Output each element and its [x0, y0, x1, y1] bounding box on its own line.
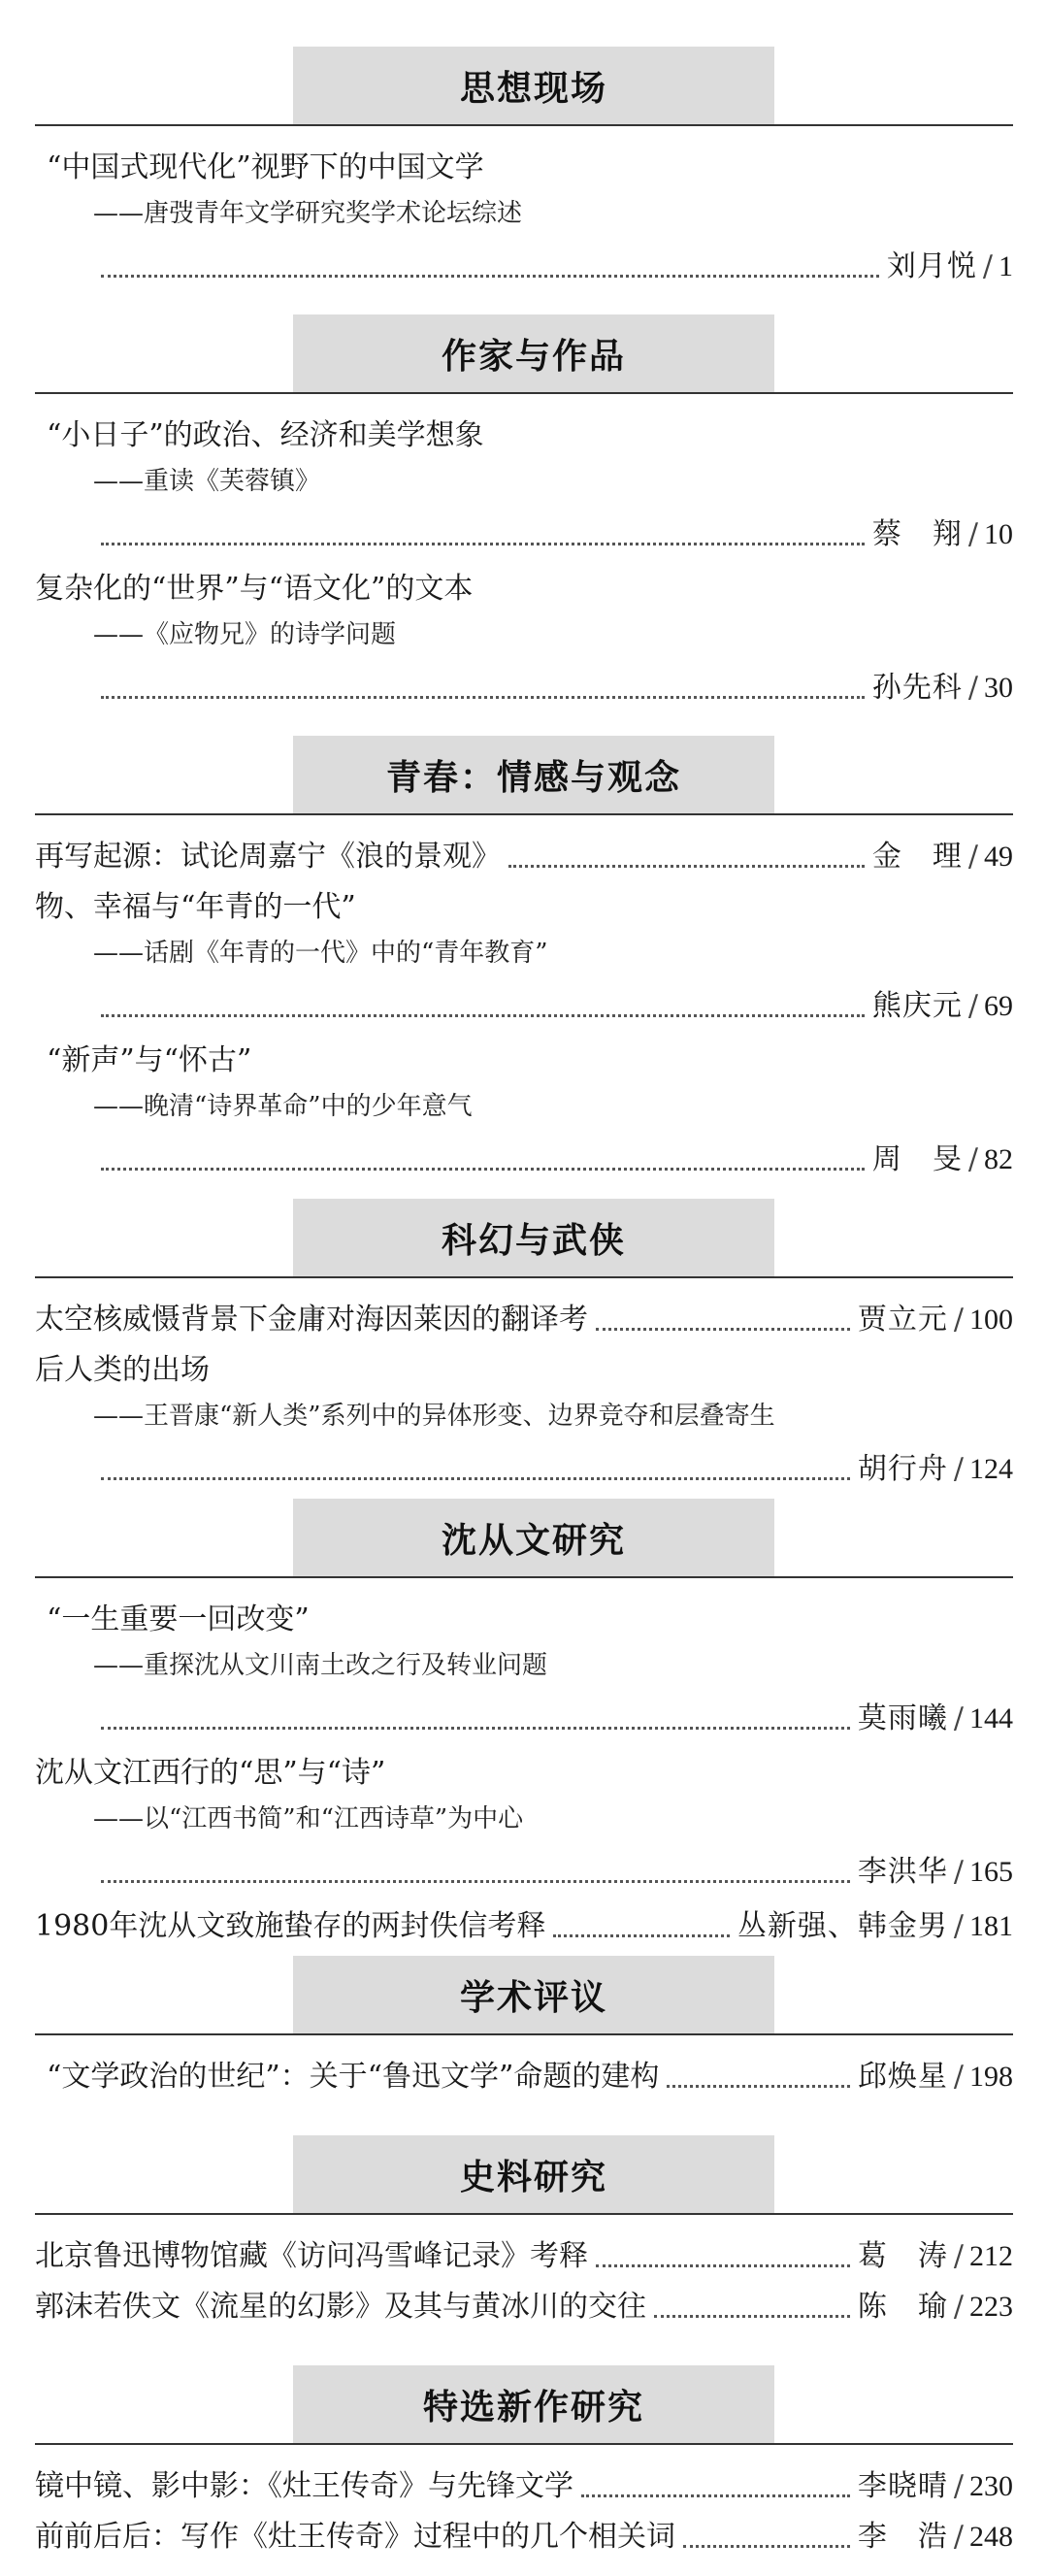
entry-author: 熊庆元 — [871, 989, 963, 1023]
section-divider — [35, 2033, 1013, 2035]
entry-author: 李洪华 — [857, 1855, 948, 1889]
entry-title[interactable]: 郭沫若佚文《流星的幻影》及其与黄冰川的交往 — [35, 2290, 646, 2324]
section-divider — [35, 1576, 1013, 1578]
section-divider — [35, 813, 1013, 815]
entry-subtitle: ——重探沈从文川南土改之行及转业问题 — [93, 1651, 548, 1680]
slash-separator: / — [967, 1142, 978, 1176]
entry-page-number: 1 — [999, 250, 1013, 282]
slash-separator: / — [953, 2060, 964, 2094]
dot-leader — [596, 1327, 850, 1331]
entry-subtitle: ——唐弢青年文学研究奖学术论坛综述 — [93, 199, 523, 228]
entry-author: 贾立元 — [857, 1303, 948, 1337]
dot-leader — [101, 695, 865, 699]
section-heading: 学术评议 — [293, 1956, 774, 2033]
dot-leader — [101, 1013, 865, 1017]
entry-title[interactable]: 北京鲁迅博物馆藏《访问冯雪峰记录》考释 — [35, 2239, 588, 2273]
dot-leader — [101, 542, 865, 545]
entry-subtitle: ——王晋康“新人类”系列中的异体形变、边界竞夺和层叠寄生 — [93, 1402, 775, 1431]
entry-author: 李晓晴 — [857, 2469, 948, 2503]
dot-leader — [581, 2493, 850, 2497]
entry-page-number: 230 — [969, 2470, 1013, 2502]
entry-title-line[interactable] — [47, 1039, 1025, 1083]
dot-leader — [654, 2314, 850, 2318]
dot-leader — [596, 2263, 850, 2267]
entry-page-number: 212 — [969, 2240, 1013, 2272]
slash-separator: / — [953, 1855, 964, 1889]
entry-page-number: 165 — [969, 1856, 1013, 1888]
entry-author: 刘月悦 — [886, 249, 977, 283]
section-divider — [35, 2213, 1013, 2215]
entry-subtitle: ——以“江西书简”和“江西诗草”为中心 — [93, 1804, 524, 1833]
entry-author: 胡行舟 — [857, 1452, 948, 1486]
entry-page-number: 198 — [969, 2061, 1013, 2093]
entry-page-number: 223 — [969, 2291, 1013, 2323]
entry-line[interactable] — [35, 2464, 1013, 2509]
entry-title-line[interactable] — [35, 567, 1013, 611]
slash-separator: / — [953, 1452, 964, 1486]
entry-subtitle: ——《应物兄》的诗学问题 — [93, 620, 397, 649]
entry-title[interactable]: 1980年沈从文致施蛰存的两封佚信考释 — [35, 1909, 546, 1943]
entry-line[interactable] — [35, 2234, 1013, 2279]
section-heading: 沈从文研究 — [293, 1499, 774, 1576]
entry-title-line[interactable] — [35, 1348, 1013, 1393]
slash-separator: / — [953, 1909, 964, 1943]
entry-author: 李 浩 — [857, 2520, 948, 2554]
entry-page-number: 30 — [984, 672, 1013, 704]
entry-line[interactable] — [35, 2285, 1013, 2329]
dot-leader — [101, 1476, 850, 1480]
section-heading: 思想现场 — [293, 47, 774, 124]
slash-separator: / — [953, 1303, 964, 1337]
entry-author: 孙先科 — [871, 671, 963, 705]
entry-author: 周 旻 — [871, 1142, 963, 1176]
dot-leader — [101, 1167, 865, 1171]
dot-leader — [101, 1726, 850, 1730]
entry-leader-line — [93, 1697, 1013, 1741]
slash-separator: / — [953, 2239, 964, 2273]
slash-separator: / — [953, 1701, 964, 1735]
entry-title[interactable]: “文学政治的世纪”：关于“鲁迅文学”命题的建构 — [47, 2060, 660, 2094]
section-heading: 史料研究 — [293, 2135, 774, 2213]
entry-title[interactable]: 复杂化的“世界”与“语文化”的文本 — [35, 572, 474, 606]
entry-author: 陈 瑜 — [857, 2290, 948, 2324]
entry-author: 金 理 — [871, 840, 963, 874]
entry-line[interactable] — [35, 1298, 1013, 1342]
entry-page-number: 100 — [969, 1304, 1013, 1336]
section-heading: 科幻与武侠 — [293, 1199, 774, 1276]
slash-separator: / — [953, 2290, 964, 2324]
dot-leader — [553, 1933, 730, 1937]
dot-leader — [683, 2544, 850, 2548]
entry-page-number: 181 — [969, 1910, 1013, 1942]
entry-author: 莫雨曦 — [857, 1701, 948, 1735]
dot-leader — [101, 1879, 850, 1883]
entry-title[interactable]: “中国式现代化”视野下的中国文学 — [47, 150, 484, 184]
section-divider — [35, 2443, 1013, 2445]
section-heading: 特选新作研究 — [293, 2365, 774, 2443]
entry-title-line[interactable] — [47, 146, 1025, 190]
entry-subtitle: ——重读《芙蓉镇》 — [93, 467, 321, 496]
entry-author: 邱焕星 — [857, 2060, 948, 2094]
slash-separator: / — [967, 517, 978, 551]
entry-subtitle: ——晚清“诗界革命”中的少年意气 — [93, 1092, 473, 1121]
entry-page-number: 69 — [984, 990, 1013, 1022]
entry-page-number: 124 — [969, 1453, 1013, 1485]
entry-title[interactable]: “小日子”的政治、经济和美学想象 — [47, 418, 484, 452]
entry-line[interactable] — [35, 2515, 1013, 2559]
entry-line[interactable] — [35, 1904, 1013, 1949]
entry-page-number: 144 — [969, 1702, 1013, 1734]
slash-separator: / — [967, 989, 978, 1023]
entry-leader-line — [93, 1850, 1013, 1895]
entry-subtitle: ——话剧《年青的一代》中的“青年教育” — [93, 939, 548, 968]
slash-separator: / — [967, 671, 978, 705]
slash-separator: / — [953, 2469, 964, 2503]
entry-line[interactable] — [35, 835, 1013, 879]
entry-leader-line — [93, 666, 1013, 710]
section-divider — [35, 392, 1013, 394]
entry-title[interactable]: 沈从文江西行的“思”与“诗” — [35, 1756, 386, 1790]
entry-leader-line — [93, 1138, 1013, 1182]
entry-author: 丛新强、韩金男 — [737, 1909, 948, 1943]
entry-author: 蔡 翔 — [871, 517, 963, 551]
dot-leader — [667, 2084, 850, 2088]
entry-title[interactable]: 后人类的出场 — [35, 1353, 210, 1387]
entry-title[interactable]: 再写起源：试论周嘉宁《浪的景观》 — [35, 840, 501, 874]
entry-title-line[interactable] — [47, 413, 1025, 458]
slash-separator: / — [953, 2520, 964, 2554]
entry-leader-line — [93, 512, 1013, 557]
entry-line[interactable] — [47, 2055, 1013, 2099]
entry-leader-line — [93, 1447, 1013, 1492]
entry-leader-line — [93, 984, 1013, 1029]
entry-page-number: 82 — [984, 1143, 1013, 1175]
dot-leader — [508, 864, 865, 868]
entry-title[interactable]: “新声”与“怀古” — [47, 1043, 252, 1077]
entry-title-line[interactable] — [35, 885, 1013, 930]
section-heading: 作家与作品 — [293, 314, 774, 392]
slash-separator: / — [967, 840, 978, 874]
section-heading: 青春：情感与观念 — [293, 736, 774, 813]
entry-title[interactable]: 物、幸福与“年青的一代” — [35, 890, 356, 924]
entry-page-number: 248 — [969, 2521, 1013, 2553]
section-divider — [35, 124, 1013, 126]
section-divider — [35, 1276, 1013, 1278]
slash-separator: / — [982, 249, 993, 283]
entry-title[interactable]: 太空核威慑背景下金庸对海因莱因的翻译考 — [35, 1303, 588, 1337]
entry-title-line[interactable] — [35, 1751, 1013, 1796]
entry-author: 葛 涛 — [857, 2239, 948, 2273]
entry-page-number: 49 — [984, 841, 1013, 873]
entry-leader-line — [93, 245, 1013, 289]
entry-title[interactable]: 镜中镜、影中影：《灶王传奇》与先锋文学 — [35, 2469, 573, 2503]
entry-title-line[interactable] — [47, 1598, 1025, 1642]
entry-page-number: 10 — [984, 518, 1013, 550]
dot-leader — [101, 274, 879, 278]
entry-title[interactable]: 前前后后：写作《灶王传奇》过程中的几个相关词 — [35, 2520, 675, 2554]
entry-title[interactable]: “一生重要一回改变” — [47, 1602, 310, 1636]
